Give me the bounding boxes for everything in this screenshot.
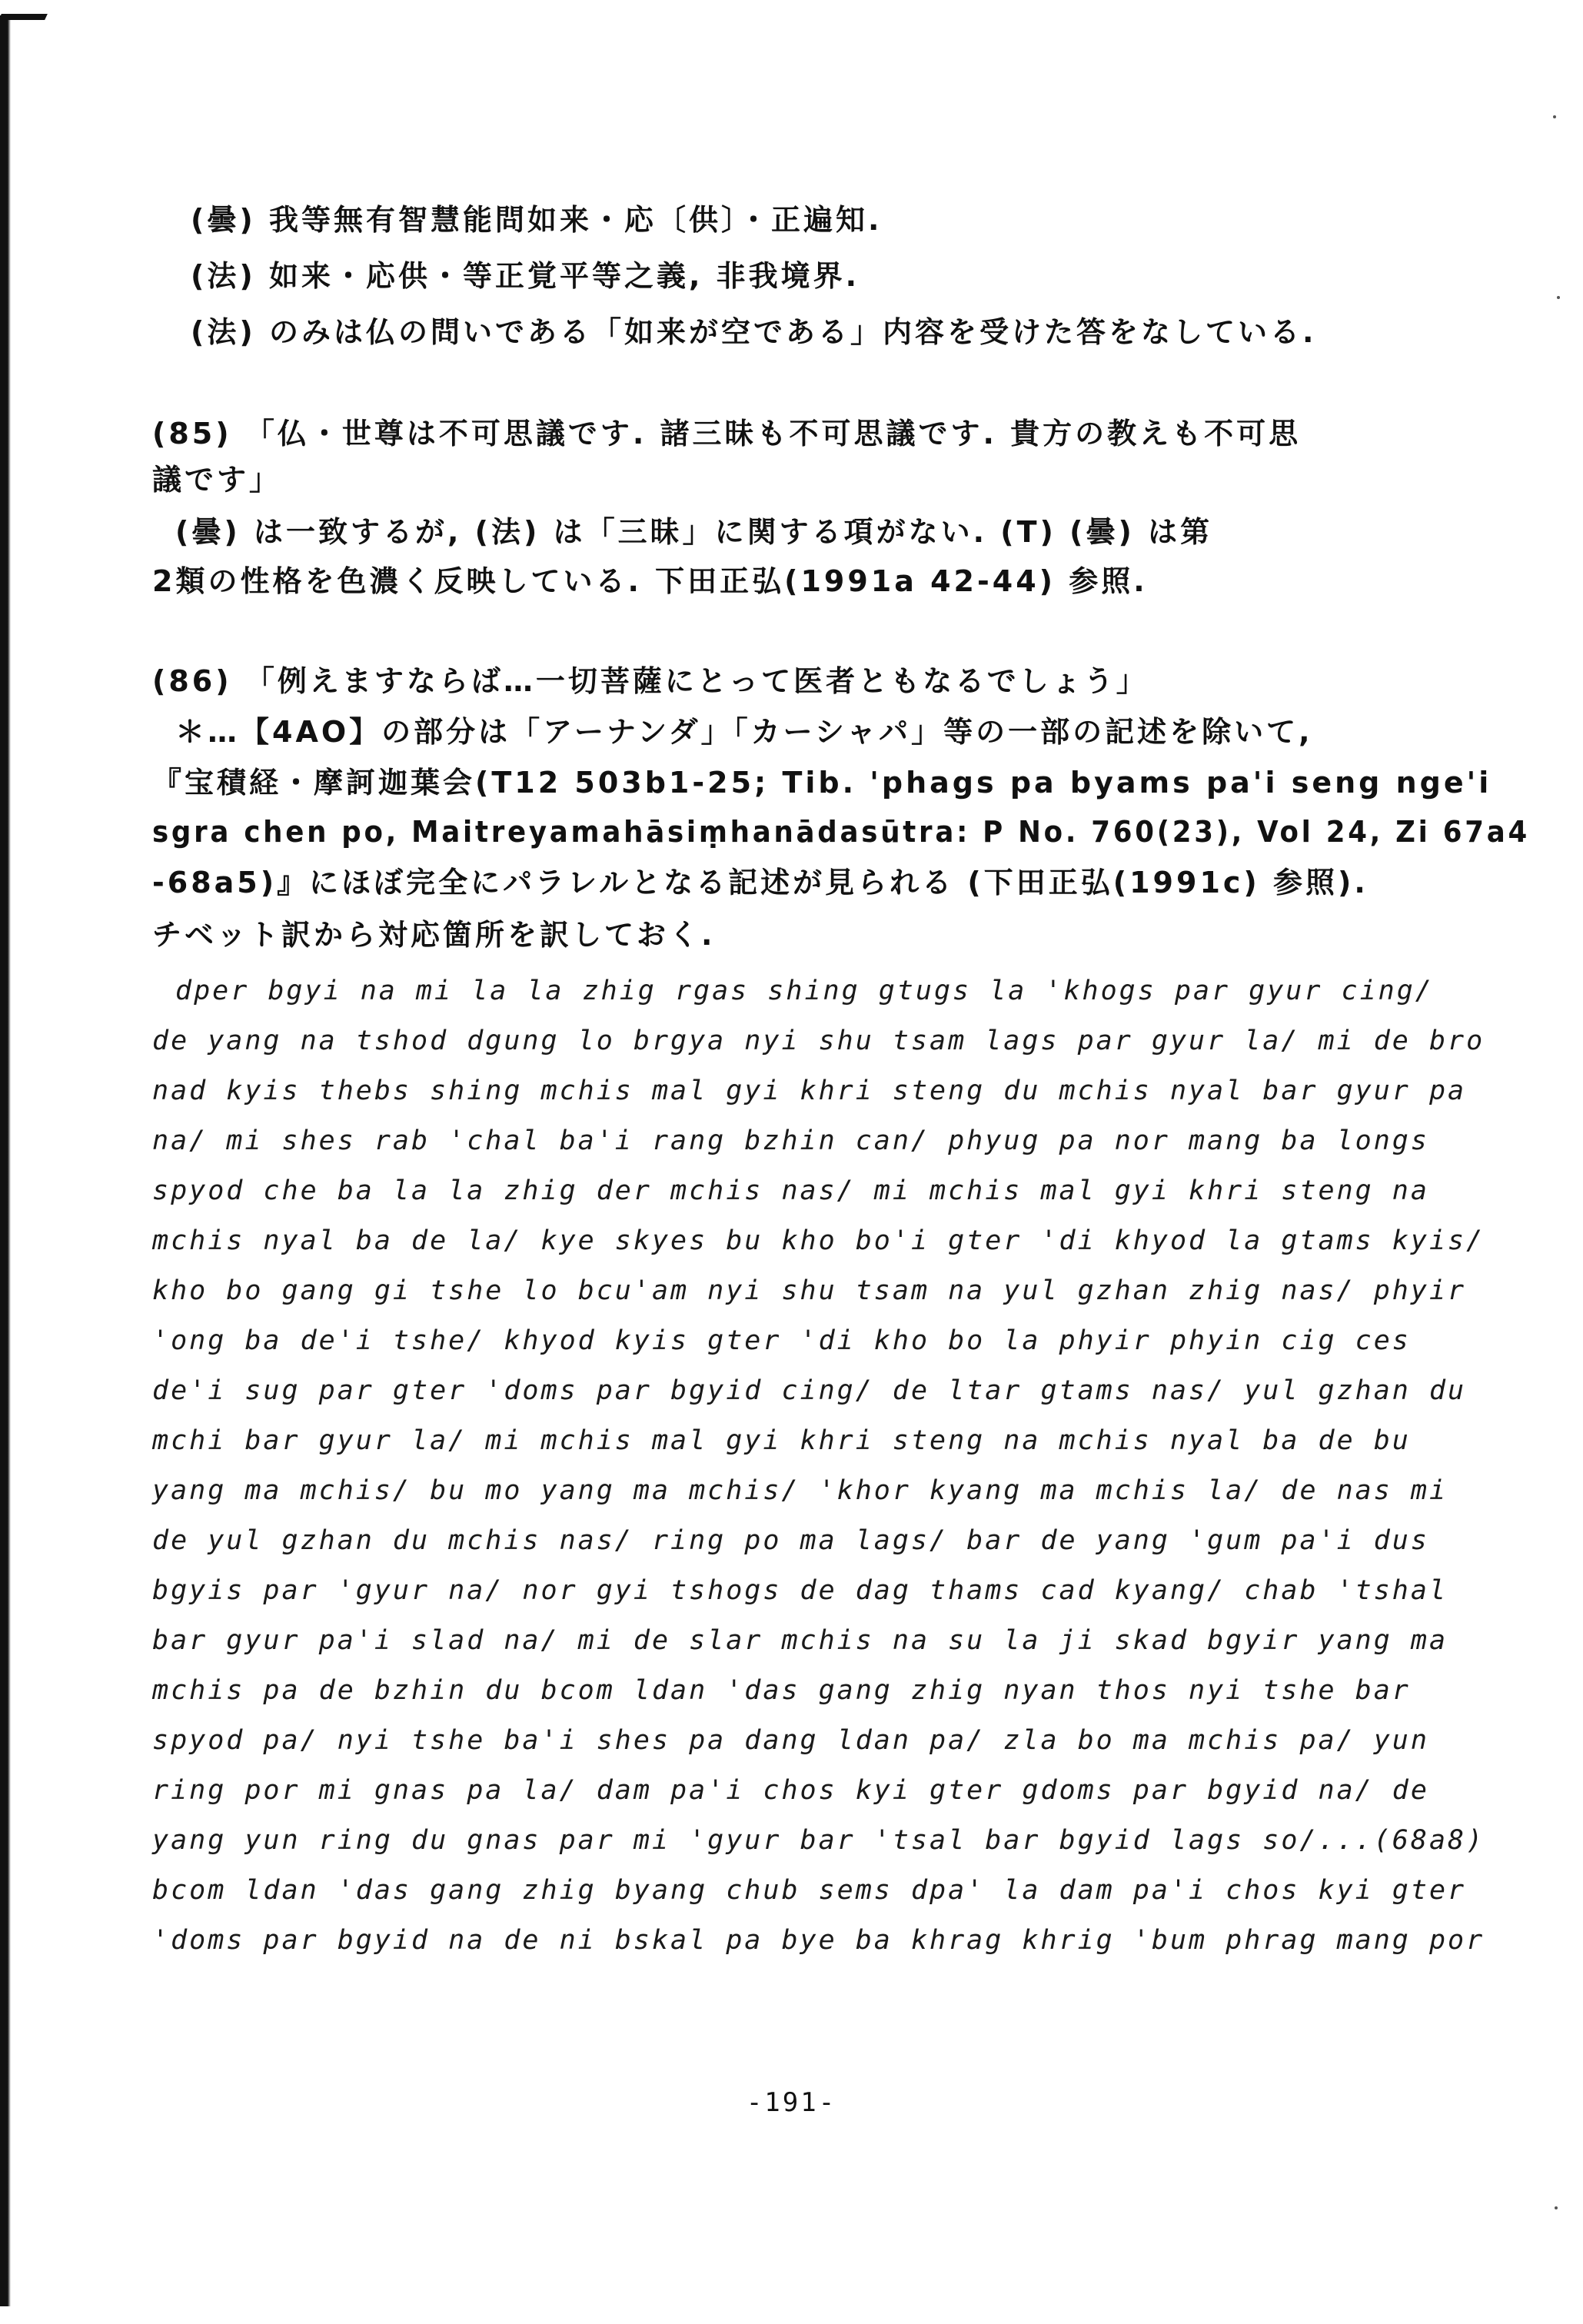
note-86-line-6: チベット訳から対応箇所を訳しておく. <box>152 918 716 952</box>
tibetan-line: ring por mi gnas pa la/ dam pa'i chos kyi gter gdoms par bgyid na/ de <box>152 1775 1429 1806</box>
tibetan-line: mchis pa de bzhin du bcom ldan 'das gang zhig nyan thos nyi tshe bar <box>152 1675 1411 1706</box>
tibetan-line: bar gyur pa'i slad na/ mi de slar mchis na su la ji skad bgyir yang ma <box>152 1625 1448 1656</box>
note-85-line-3: (曇) は一致するが, (法) は「三昧」に関する項がない. (T) (曇) は第 <box>175 515 1213 549</box>
tibetan-line: kho bo gang gi tshe lo bcu'am nyi shu tsam na yul gzhan zhig nas/ phyir <box>152 1275 1467 1306</box>
tibetan-line: spyod pa/ nyi tshe ba'i shes pa dang ldan pa/ zla bo ma mchis pa/ yun <box>152 1725 1429 1756</box>
tibetan-line: nad kyis thebs shing mchis mal gyi khri steng du mchis nyal bar gyur pa <box>152 1076 1467 1106</box>
scan-fleck <box>1557 296 1560 299</box>
tibetan-line: mchi bar gyur la/ mi mchis mal gyi khri steng na mchis nyal ba de bu <box>152 1425 1411 1456</box>
note-86-line-5: -68a5)』にほぼ完全にパラレルとなる記述が見られる (下田正弘(1991c) 参照). <box>152 866 1368 899</box>
note-86-line-1: (86) 「例えますならば…一切菩薩にとって医者ともなるでしょう」 <box>152 664 1149 698</box>
note-85-line-2: 議です」 <box>152 463 282 497</box>
tibetan-line: na/ mi shes rab 'chal ba'i rang bzhin can/ phyug pa nor mang ba longs <box>152 1125 1429 1156</box>
scan-fleck <box>1555 2206 1558 2209</box>
note-85-line-4: 2類の性格を色濃く反映している. 下田正弘(1991a 42-44) 参照. <box>152 564 1148 598</box>
note-85-line-1: (85) 「仏・世尊は不可思議です. 諸三昧も不可思議です. 貴方の教えも不可思 <box>152 417 1302 451</box>
text-line-2: (法) 如来・応供・等正覚平等之義, 非我境界. <box>191 259 860 293</box>
tibetan-line: de'i sug par gter 'doms par bgyid cing/ de ltar gtams nas/ yul gzhan du <box>152 1375 1467 1406</box>
tibetan-line: spyod che ba la la zhig der mchis nas/ mi mchis mal gyi khri steng na <box>152 1175 1429 1206</box>
tibetan-line: de yang na tshod dgung lo brgya nyi shu tsam lags par gyur la/ mi de bro <box>152 1026 1485 1056</box>
text-line-1: (曇) 我等無有智慧能問如来・応〔供〕・正遍知. <box>191 203 883 237</box>
note-86-line-2: ＊…【4AO】の部分は「アーナンダ」「カーシャパ」等の一部の記述を除いて, <box>175 715 1313 749</box>
note-86-line-4: sgra chen po, Maitreyamahāsiṃhanādasūtra: P No. 760(23), Vol 24, Zi 67a4 <box>152 815 1531 849</box>
tibetan-line: bcom ldan 'das gang zhig byang chub sems dpa' la dam pa'i chos kyi gter <box>152 1875 1467 1906</box>
tibetan-line: bgyis par 'gyur na/ nor gyi tshogs de dag thams cad kyang/ chab 'tshal <box>152 1575 1448 1606</box>
tibetan-line: yang yun ring du gnas par mi 'gyur bar 'tsal bar bgyid lags so/...(68a8) <box>152 1825 1485 1856</box>
tibetan-line: yang ma mchis/ bu mo yang ma mchis/ 'khor kyang ma mchis la/ de nas mi <box>152 1475 1448 1506</box>
scan-binding-edge <box>0 15 11 2306</box>
text-line-3: (法) のみは仏の問いである「如来が空である」内容を受けた答をなしている. <box>191 315 1317 349</box>
tibetan-line: de yul gzhan du mchis nas/ ring po ma lags/ bar de yang 'gum pa'i dus <box>152 1525 1429 1556</box>
tibetan-line: 'ong ba de'i tshe/ khyod kyis gter 'di kho bo la phyir phyin cig ces <box>152 1325 1411 1356</box>
scan-corner-mark <box>0 14 48 20</box>
note-86-line-3: 『宝積経・摩訶迦葉会(T12 503b1-25; Tib. 'phags pa byams pa'i seng nge'i <box>152 766 1492 800</box>
tibetan-line: 'doms par bgyid na de ni bskal pa bye ba khrag khrig 'bum phrag mang por <box>152 1925 1485 1956</box>
tibetan-line: dper bgyi na mi la la zhig rgas shing gtugs la 'khogs par gyur cing/ <box>175 976 1434 1006</box>
tibetan-line: mchis nyal ba de la/ kye skyes bu kho bo'i gter 'di khyod la gtams kyis/ <box>152 1225 1485 1256</box>
scan-fleck <box>1553 115 1556 118</box>
page-number: -191- <box>746 2087 837 2118</box>
